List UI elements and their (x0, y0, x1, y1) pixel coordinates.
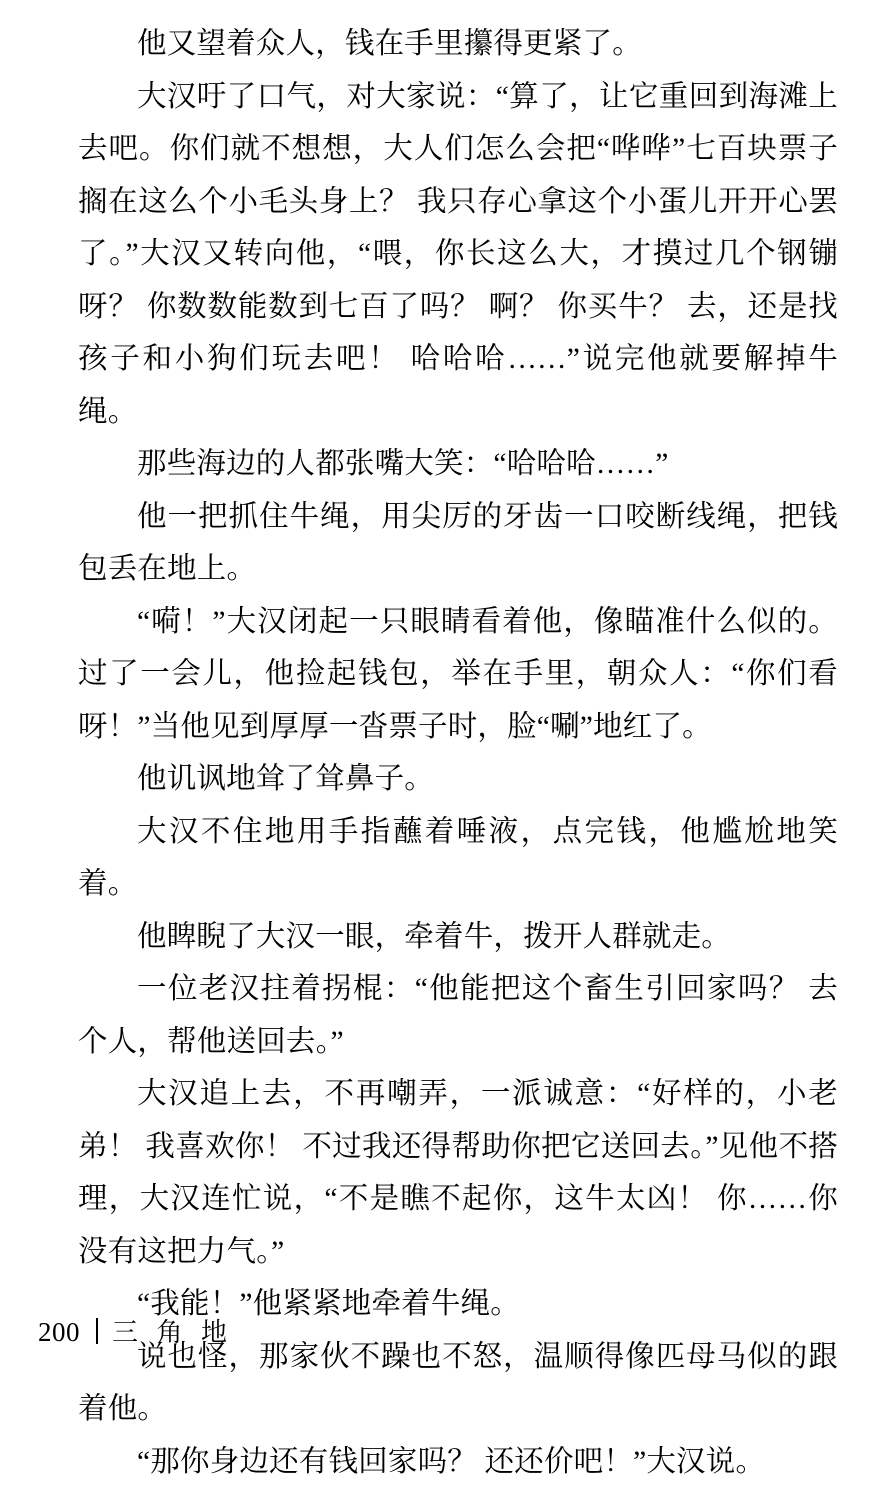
paragraph: 大汉追上去，不再嘲弄，一派诚意：“好样的，小老弟！ 我喜欢你！ 不过我还得帮助你把它送回去。”见他不搭理，大汉连忙说，“不是瞧不起你，这牛太凶！ 你……你没有这把力气。” (78, 1068, 838, 1278)
paragraph: “我能！”他紧紧地牵着牛绳。 (78, 1278, 838, 1331)
paragraph: 说也怪，那家伙不躁也不怒，温顺得像匹母马似的跟着他。 (78, 1331, 838, 1436)
paragraph: 大汉吁了口气，对大家说：“算了，让它重回到海滩上去吧。你们就不想想，大人们怎么会把“哗哗”七百块票子搁在这么个小毛头身上？ 我只存心拿这个小蛋儿开开心罢了。”大汉又转向他，“喂，你长这么大，才摸过几个钢镚呀？ 你数数能数到七百了吗？ 啊？ 你买牛？ 去，还是找孩子和小狗们玩去吧！ 哈哈哈……”说完他就要解掉牛绳。 (78, 71, 838, 439)
page-body-text (78, 18, 838, 1488)
paragraph: 他又望着众人，钱在手里攥得更紧了。 (78, 18, 838, 71)
paragraph: “那你身边还有钱回家吗？ 还还价吧！”大汉说。 (78, 1436, 838, 1488)
paragraph: 他一把抓住牛绳，用尖厉的牙齿一口咬断线绳，把钱包丢在地上。 (78, 491, 838, 596)
footer-divider (96, 1318, 98, 1344)
paragraph: “嗬！”大汉闭起一只眼睛看着他，像瞄准什么似的。过了一会儿，他捡起钱包，举在手里，朝众人：“你们看呀！”当他见到厚厚一沓票子时，脸“唰”地红了。 (78, 596, 838, 754)
paragraph: 那些海边的人都张嘴大笑：“哈哈哈……” (78, 438, 838, 491)
page-number: 200 (38, 1317, 80, 1348)
paragraph: 他讥讽地耸了耸鼻子。 (78, 753, 838, 806)
page-footer (38, 1312, 233, 1349)
paragraph: 大汉不住地用手指蘸着唾液，点完钱，他尴尬地笑着。 (78, 806, 838, 911)
paragraph: 他睥睨了大汉一眼，牵着牛，拨开人群就走。 (78, 911, 838, 964)
paragraph: 一位老汉拄着拐棍：“他能把这个畜生引回家吗？ 去个人，帮他送回去。” (78, 963, 838, 1068)
chapter-title: 三 角 地 (112, 1312, 233, 1349)
